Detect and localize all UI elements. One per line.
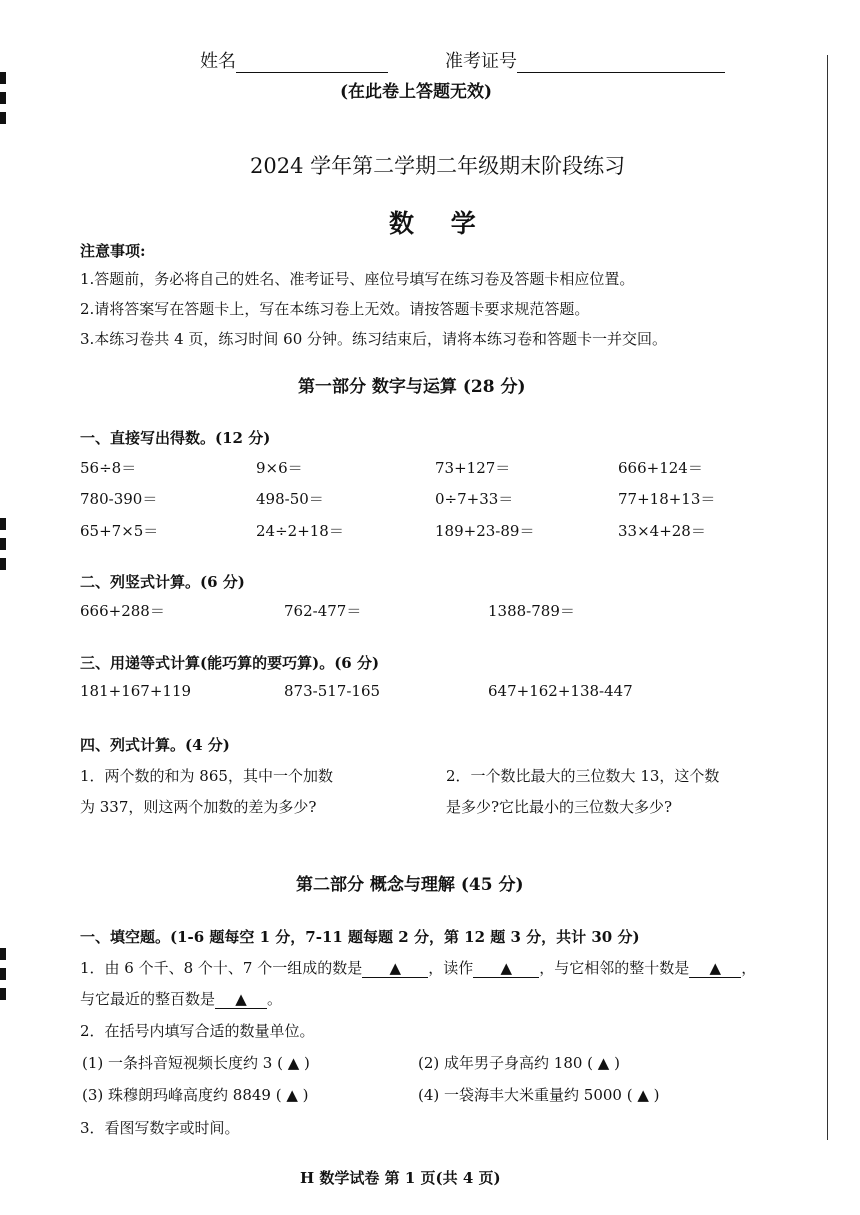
notes-heading: 注意事项: — [80, 242, 146, 260]
section-title: 四、列式计算。(4 分) — [80, 736, 230, 754]
problem: 73+127＝ — [435, 459, 511, 477]
problem: 181+167+119 — [80, 682, 192, 700]
binding-mark — [0, 112, 6, 124]
exam-no-label: 准考证号 — [445, 51, 517, 72]
question-text: 与它最近的整百数是 — [80, 990, 216, 1008]
binding-mark — [0, 988, 6, 1000]
binding-mark — [0, 92, 6, 104]
problem: 24÷2+18＝ — [256, 522, 344, 540]
binding-mark — [0, 558, 6, 570]
section-title: 二、列竖式计算。(6 分) — [80, 573, 245, 591]
problem: 666+288＝ — [80, 602, 165, 620]
question-text: 3．看图写数字或时间。 — [80, 1119, 240, 1137]
problem: 498-50＝ — [256, 490, 324, 508]
fill-question-1-cont — [80, 988, 282, 1009]
binding-mark — [0, 948, 6, 960]
question-text: ，与它相邻的整十数是 — [539, 959, 690, 977]
problem: 189+23-89＝ — [435, 522, 535, 540]
problem: 56÷8＝ — [80, 459, 137, 477]
problem: 9×6＝ — [256, 459, 303, 477]
question-text: ， — [741, 959, 757, 977]
problem: 77+18+13＝ — [618, 490, 716, 508]
problem: 780-390＝ — [80, 490, 158, 508]
word-problem-line: 1．两个数的和为 865，其中一个加数 — [80, 767, 333, 785]
exam-title: 2024 学年第二学期二年级期末阶段练习 — [250, 154, 626, 178]
word-problem-line: 是多少?它比最小的三位数大多少? — [446, 798, 673, 816]
problem: 33×4+28＝ — [618, 522, 706, 540]
problem: 647+162+138-447 — [488, 682, 633, 700]
binding-mark — [0, 538, 6, 550]
margin-line — [827, 55, 828, 1140]
unit-item: (1) 一条抖音短视频长度约 3 ( ▲ ) — [82, 1054, 310, 1072]
invalid-notice: (在此卷上答题无效) — [340, 82, 493, 102]
problem: 0÷7+33＝ — [435, 490, 514, 508]
unit-item: (2) 成年男子身高约 180 ( ▲ ) — [418, 1054, 620, 1072]
answer-blank[interactable]: ▲ — [473, 959, 539, 978]
note-item: 3.本练习卷共 4 页，练习时间 60 分钟。练习结束后，请将本练习卷和答题卡一并交回。 — [80, 330, 668, 348]
subject-title: 数 学 — [389, 209, 490, 238]
binding-mark — [0, 518, 6, 530]
note-item: 2.请将答案写在答题卡上，写在本练习卷上无效。请按答题卡要求规范答题。 — [80, 300, 590, 318]
exam-no-field — [445, 47, 725, 73]
name-field — [200, 47, 388, 73]
unit-item: (4) 一袋海丰大米重量约 5000 ( ▲ ) — [418, 1086, 660, 1104]
binding-mark — [0, 968, 6, 980]
part1-title: 第一部分 数字与运算 (28 分) — [298, 377, 526, 397]
word-problem-line: 为 337，则这两个加数的差为多少? — [80, 798, 317, 816]
section-title: 一、直接写出得数。(12 分) — [80, 429, 271, 447]
binding-mark — [0, 72, 6, 84]
name-label: 姓名 — [200, 51, 236, 72]
problem: 873-517-165 — [284, 682, 381, 700]
part2-title: 第二部分 概念与理解 (45 分) — [296, 875, 524, 895]
page-footer: H 数学试卷 第 1 页(共 4 页) — [300, 1169, 501, 1187]
question-text: 。 — [267, 990, 283, 1008]
answer-blank[interactable]: ▲ — [362, 959, 428, 978]
problem: 762-477＝ — [284, 602, 362, 620]
section-title: 三、用递等式计算(能巧算的要巧算)。(6 分) — [80, 654, 380, 672]
question-text: 2．在括号内填写合适的数量单位。 — [80, 1022, 315, 1040]
section-title: 一、填空题。(1-6 题每空 1 分，7-11 题每题 2 分，第 12 题 3 分，共计 30 分) — [80, 928, 640, 946]
problem: 1388-789＝ — [488, 602, 575, 620]
question-text: 1．由 6 个千、8 个十、7 个一组成的数是 — [80, 959, 363, 977]
answer-blank[interactable]: ▲ — [215, 990, 267, 1009]
problem: 666+124＝ — [618, 459, 703, 477]
problem: 65+7×5＝ — [80, 522, 159, 540]
answer-blank[interactable]: ▲ — [689, 959, 741, 978]
question-text: ，读作 — [428, 959, 474, 977]
fill-question-1 — [80, 957, 756, 978]
word-problem-line: 2．一个数比最大的三位数大 13，这个数 — [446, 767, 720, 785]
note-item: 1.答题前，务必将自己的姓名、准考证号、座位号填写在练习卷及答题卡相应位置。 — [80, 270, 635, 288]
unit-item: (3) 珠穆朗玛峰高度约 8849 ( ▲ ) — [82, 1086, 309, 1104]
